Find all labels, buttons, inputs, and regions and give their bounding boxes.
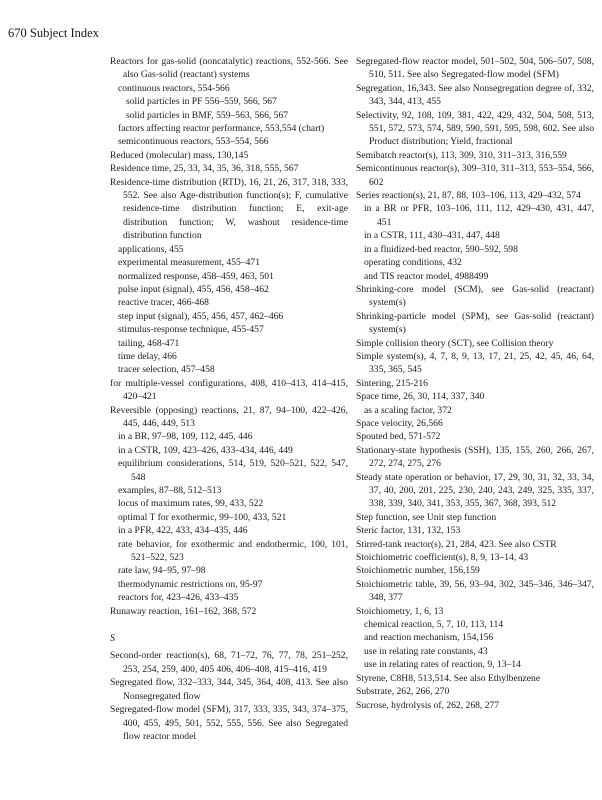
index-subentry: stimulus-response technique, 455-457 (118, 324, 264, 336)
index-entry: Simple system(s), 4, 7, 8, 9, 13, 17, 21, 25, 42, 45, 46, 64, 335, 365, 545 (356, 350, 594, 376)
index-entry: Segregation, 16,343. See also Nonsegregation degree of, 332, 343, 344, 413, 455 (356, 82, 594, 108)
index-entry: Segregated-flow reactor model, 501–502, 504, 506–507, 508, 510, 511. See also Segregated-flow model (SFM) (356, 56, 594, 81)
index-entry: Runaway reaction, 161–162, 368, 572 (110, 605, 257, 617)
index-entry: Simple collision theory (SCT), see Collision theory (356, 337, 554, 349)
index-subentry: rate law, 94–95, 97–98 (118, 565, 206, 577)
index-entry: Spouted bed, 571-572 (356, 431, 441, 443)
index-entry: Residence-time distribution (RTD), 16, 21, 26, 317, 318, 333, 552. See also Age-distribution function(s); F, cumulative residence-time distribution function; E, exit-age distribution function; W, washout residence-time distribution function (110, 176, 348, 242)
index-subentry: solid particles in PF 556–559, 566, 567 (126, 96, 277, 108)
index-subentry: time delay, 466 (118, 350, 177, 362)
index-column-right (356, 55, 594, 712)
index-subentry: equilibrium considerations, 514, 519, 520–521, 522, 547, 548 (118, 458, 348, 483)
index-entry: Shrinking-core model (SCM), see Gas-solid (reactant) system(s) (356, 283, 594, 309)
section-heading-s: S (110, 633, 115, 645)
index-subentry: applications, 455 (118, 243, 184, 255)
index-subentry: in a PFR, 422, 433, 434–435, 446 (118, 525, 248, 537)
page-header: 670 Subject Index (8, 26, 99, 40)
index-entry: Reversible (opposing) reactions, 21, 87, 94–100, 422–426, 445, 446, 449, 513 (110, 404, 348, 429)
index-subentry: tracer selection, 457–458 (118, 364, 215, 376)
index-subentry: semicontinuous reactors, 553–554, 566 (118, 136, 269, 148)
index-entry: Stoichiometric table, 39, 56, 93–94, 302, 345–346, 346–347, 348, 377 (356, 578, 594, 604)
index-subentry: reactive tracer, 466-468 (118, 297, 209, 309)
index-subentry: optimal T for exothermic, 99–100, 433, 521 (118, 511, 287, 523)
index-subentry: examples, 87–88, 512–513 (118, 485, 222, 496)
index-entry: Second-order reaction(s), 68, 71–72, 76, 77, 78, 251–252, 253, 254, 259, 400, 405 406, 406–408, 415–416, 419 (110, 650, 348, 675)
index-entry: Selectivity, 92, 108, 109, 381, 422, 429, 432, 504, 508, 513, 551, 572, 573, 574, 589, 590, 591, 595, 598, 602. See also Product distribution; Yield, fractional (356, 109, 594, 148)
index-subentry: in a fluidized-bed reactor, 590–592, 598 (364, 243, 518, 255)
index-entry: Stoichiometric coefficient(s), 8, 9, 13–14, 43 (356, 552, 529, 564)
index-entry: Segregated flow, 332–333, 344, 345, 364, 408, 413. See also Nonsegregated flow (110, 677, 348, 702)
index-subentry: in a BR, 97–98, 109, 112, 445, 446 (118, 431, 253, 443)
index-entry: Reduced (molecular) mass, 130,145 (110, 149, 249, 161)
index-entry: Styrene, C8H8, 513,514. See also Ethylbenzene (356, 672, 541, 684)
index-subentry: in a BR or PFR, 103–106, 111, 112, 429–430, 431, 447, 451 (364, 203, 594, 228)
index-subentry: rate behavior, for exothermic and endothermic, 100, 101, 521–522, 523 (118, 538, 348, 564)
right-entry-list (356, 55, 594, 712)
index-column-left (110, 55, 348, 743)
index-entry: Step function, see Unit step function (356, 511, 497, 523)
index-entry: Sintering, 215-216 (356, 377, 428, 389)
index-entry: Residence time, 25, 33, 34, 35, 36, 318, 555, 567 (110, 163, 299, 175)
index-subentry: and TIS reactor model, 4988499 (364, 270, 489, 282)
index-entry: Substrate, 262, 266, 270 (356, 686, 450, 698)
index-subentry: step input (signal), 455, 456, 457, 462–466 (118, 310, 284, 322)
index-entry: Semibatch reactor(s), 113, 309, 310, 311–313, 316,559 (356, 149, 567, 161)
index-entry: Steady state operation or behavior, 17, 29, 30, 31, 32, 33, 34, 37, 40, 200, 201, 225, 230, 240, 243, 249, 325, 335, 337, 338, 339, 340, 341, 353, 355, 367, 368, 393, 512 (356, 471, 594, 510)
index-subentry: pulse input (signal), 455, 456, 458–462 (118, 283, 269, 295)
index-subentry: factors affecting reactor performance, 553,554 (chart) (118, 123, 325, 135)
index-entry: Semicontinuous reactor(s), 309–310, 311–313, 553–554, 566, 602 (356, 163, 594, 188)
index-subentry: in a CSTR, 111, 430–431, 447, 448 (364, 230, 500, 242)
index-entry: Reactors for gas-solid (noncatalytic) reactions, 552-566. See also Gas-solid (reactant) systems (110, 56, 348, 81)
index-subentry: solid particles in BMF, 559–563, 566, 567 (126, 109, 289, 121)
left-entry-list-s (110, 649, 348, 743)
index-subentry: locus of maximum rates, 99, 433, 522 (118, 498, 264, 510)
index-entry: Segregated-flow model (SFM), 317, 333, 335, 343, 374–375, 400, 455, 495, 501, 552, 555, 556. See also Segregated flow reactor model (110, 704, 348, 742)
index-entry: Steric factor, 131, 132, 153 (356, 525, 461, 537)
index-subentry: use in relating rates of reaction, 9, 13–14 (364, 659, 521, 671)
index-subentry: thermodynamic restrictions on, 95-97 (118, 578, 263, 590)
index-subentry: tailing, 468-471 (118, 337, 180, 349)
index-entry: Shrinking-particle model (SPM), see Gas-solid (reactant) system(s) (356, 310, 594, 336)
index-subentry: operating conditions, 432 (364, 257, 462, 269)
index-entry: for multiple-vessel configurations, 408, 410–413, 414–415, 420–421 (110, 377, 348, 403)
index-entry: Stirred-tank reactor(s), 21, 284, 423. See also CSTR (356, 538, 557, 550)
index-entry: Space time, 26, 30, 114, 337, 340 (356, 391, 485, 403)
index-subentry: continuous reactors, 554-566 (118, 82, 230, 94)
index-entry: Sucrose, hydrolysis of, 262, 268, 277 (356, 699, 500, 711)
index-subentry: experimental measurement, 455–471 (118, 257, 260, 269)
index-subentry: use in relating rate constants, 43 (364, 645, 488, 657)
index-subentry: chemical reaction, 5, 7, 10, 113, 114 (364, 619, 504, 631)
index-entry: Series reaction(s), 21, 87, 88, 103–106, 113, 429–432, 574 (356, 190, 581, 202)
index-subentry: and reaction mechanism, 154,156 (364, 632, 494, 644)
index-subentry: as a scaling factor, 372 (364, 404, 452, 416)
index-entry: Space velocity, 26,566 (356, 417, 443, 429)
index-entry: Stoichiometry, 1, 6, 13 (356, 605, 444, 617)
index-subentry: normalized response, 458–459, 463, 501 (118, 270, 274, 282)
index-entry: Stationary-state hypothesis (SSH), 135, 155, 260, 266, 267, 272, 274, 275, 276 (356, 444, 594, 470)
index-subentry: in a CSTR, 109, 423–426, 433–434, 446, 449 (118, 444, 293, 456)
index-entry: Stoichiometric number, 156,159 (356, 565, 480, 577)
index-subentry: reactors for, 423–426, 433–435 (118, 592, 239, 604)
left-entry-list (110, 55, 348, 618)
